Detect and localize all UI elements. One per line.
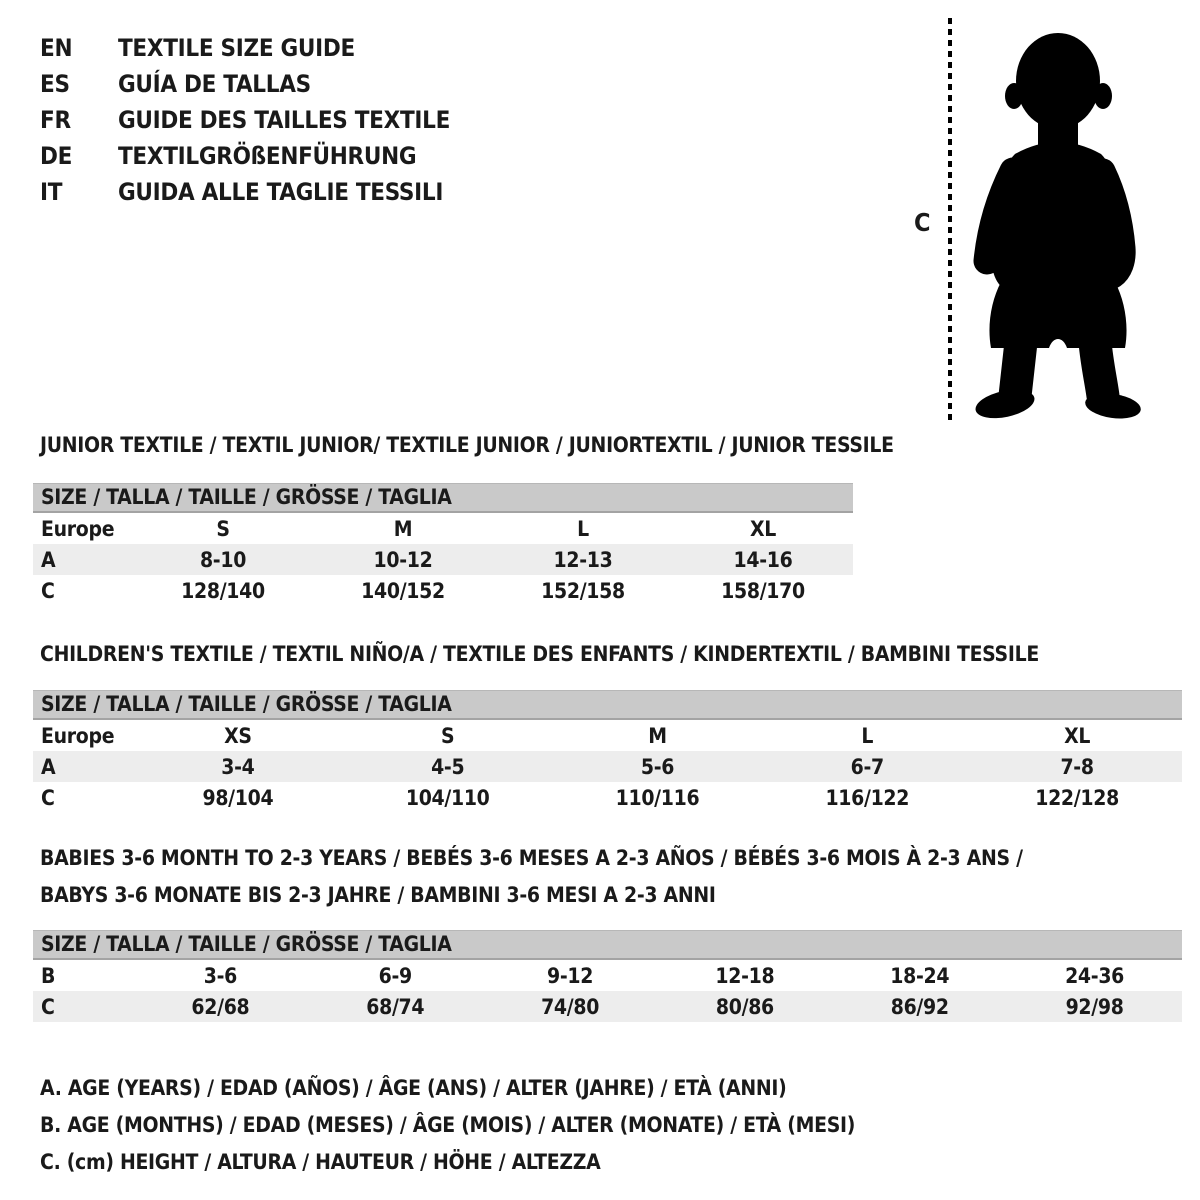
language-title-block: [40, 30, 450, 210]
children-size-header-bar: SIZE / TALLA / TAILLE / GRÖSSE / TAGLIA: [33, 690, 1182, 720]
row-label: B: [41, 963, 56, 988]
legend-line-a: A. AGE (YEARS) / EDAD (AÑOS) / ÂGE (ANS) / ALTER (JAHRE) / ETÀ (ANNI): [40, 1076, 787, 1100]
lang-code: ES: [40, 70, 70, 98]
height-measure-label: C: [914, 208, 931, 237]
table-cell: M: [648, 723, 667, 748]
table-row: [33, 544, 853, 575]
table-cell: XL: [1064, 723, 1091, 748]
junior-section-title: JUNIOR TEXTILE / TEXTIL JUNIOR/ TEXTILE JUNIOR / JUNIORTEXTIL / JUNIOR TESSILE: [40, 433, 894, 457]
lang-code: DE: [40, 142, 73, 170]
table-cell: 116/122: [825, 785, 910, 810]
table-cell: 5-6: [640, 754, 675, 779]
row-label: C: [41, 785, 55, 810]
table-cell: 104/110: [405, 785, 490, 810]
legend-line-c: C. (cm) HEIGHT / ALTURA / HAUTEUR / HÖHE / ALTEZZA: [40, 1150, 601, 1174]
toddler-silhouette: [963, 26, 1148, 421]
table-cell: 152/158: [541, 578, 625, 603]
children-textile-section: [33, 643, 1182, 813]
table-cell: 7-8: [1060, 754, 1094, 779]
table-cell: 122/128: [1035, 785, 1119, 810]
row-label: C: [41, 994, 55, 1019]
table-cell: S: [441, 723, 455, 748]
table-cell: L: [861, 723, 874, 748]
table-cell: 158/170: [721, 578, 805, 603]
table-cell: L: [577, 516, 589, 541]
table-cell: 128/140: [181, 578, 265, 603]
babies-size-header-bar: SIZE / TALLA / TAILLE / GRÖSSE / TAGLIA: [33, 930, 1182, 960]
lang-row-en: [40, 30, 450, 66]
lang-title: GUIDE DES TAILLES TEXTILE: [118, 106, 451, 134]
table-cell: 110/116: [615, 785, 700, 810]
lang-row-de: [40, 138, 450, 174]
row-label: C: [41, 578, 55, 603]
lang-row-es: [40, 66, 450, 102]
row-label: A: [41, 547, 56, 572]
junior-size-header-bar: SIZE / TALLA / TAILLE / GRÖSSE / TAGLIA: [33, 483, 853, 513]
children-section-title: CHILDREN'S TEXTILE / TEXTIL NIÑO/A / TEXTILE DES ENFANTS / KINDERTEXTIL / BAMBINI TESSILE: [40, 642, 1039, 666]
table-cell: 74/80: [541, 994, 600, 1019]
table-cell: 12-13: [553, 547, 613, 572]
lang-row-fr: [40, 102, 450, 138]
table-cell: 4-5: [431, 754, 465, 779]
table-cell: 10-12: [373, 547, 433, 572]
table-cell: XL: [749, 516, 776, 541]
lang-title: GUIDA ALLE TAGLIE TESSILI: [118, 178, 444, 206]
table-cell: 98/104: [202, 785, 274, 810]
table-row: [33, 575, 853, 606]
height-measure-dashed-line: [948, 18, 952, 420]
babies-size-table: [33, 960, 1182, 1022]
table-cell: 62/68: [191, 994, 250, 1019]
legend-line-b: B. AGE (MONTHS) / EDAD (MESES) / ÂGE (MOIS) / ALTER (MONATE) / ETÀ (MESI): [40, 1113, 856, 1137]
table-cell: M: [393, 516, 413, 541]
junior-size-table: [33, 513, 853, 606]
babies-title-line1: BABIES 3-6 MONTH TO 2-3 YEARS / BEBÉS 3-6 MESES A 2-3 AÑOS / BÉBÉS 3-6 MOIS À 2-3 ANS /: [40, 846, 1023, 870]
table-cell: S: [216, 516, 230, 541]
lang-code: FR: [40, 106, 71, 134]
table-cell: 24-36: [1065, 963, 1125, 988]
babies-title-line2: BABYS 3-6 MONATE BIS 2-3 JAHRE / BAMBINI 3-6 MESI A 2-3 ANNI: [40, 883, 716, 907]
lang-code: EN: [40, 34, 73, 62]
table-row: [33, 751, 1182, 782]
babies-textile-section: [33, 840, 1182, 1022]
lang-title: TEXTILE SIZE GUIDE: [118, 34, 355, 62]
table-cell: 68/74: [366, 994, 425, 1019]
table-cell: 80/86: [715, 994, 774, 1019]
table-row: [33, 720, 1182, 751]
lang-row-it: [40, 174, 450, 210]
children-size-table: [33, 720, 1182, 813]
lang-title: GUÍA DE TALLAS: [118, 70, 311, 98]
table-cell: 92/98: [1065, 994, 1124, 1019]
junior-textile-section: [33, 433, 894, 606]
row-label: Europe: [41, 723, 115, 748]
table-cell: 14-16: [733, 547, 793, 572]
table-cell: 8-10: [199, 547, 247, 572]
measurement-legend: [40, 1070, 855, 1181]
lang-title: TEXTILGRÖßENFÜHRUNG: [118, 142, 417, 170]
table-cell: 18-24: [890, 963, 950, 988]
row-label: Europe: [41, 516, 115, 541]
table-row: [33, 960, 1182, 991]
babies-section-title: [33, 840, 1182, 914]
table-row: [33, 782, 1182, 813]
table-cell: XS: [224, 723, 252, 748]
table-cell: 6-7: [850, 754, 884, 779]
table-cell: 12-18: [715, 963, 775, 988]
table-cell: 86/92: [890, 994, 949, 1019]
lang-code: IT: [40, 178, 63, 206]
table-cell: 9-12: [547, 963, 594, 988]
table-cell: 3-4: [221, 754, 255, 779]
table-cell: 6-9: [378, 963, 412, 988]
table-cell: 3-6: [203, 963, 238, 988]
table-cell: 140/152: [361, 578, 445, 603]
table-row: [33, 513, 853, 544]
row-label: A: [41, 754, 56, 779]
table-row: [33, 991, 1182, 1022]
